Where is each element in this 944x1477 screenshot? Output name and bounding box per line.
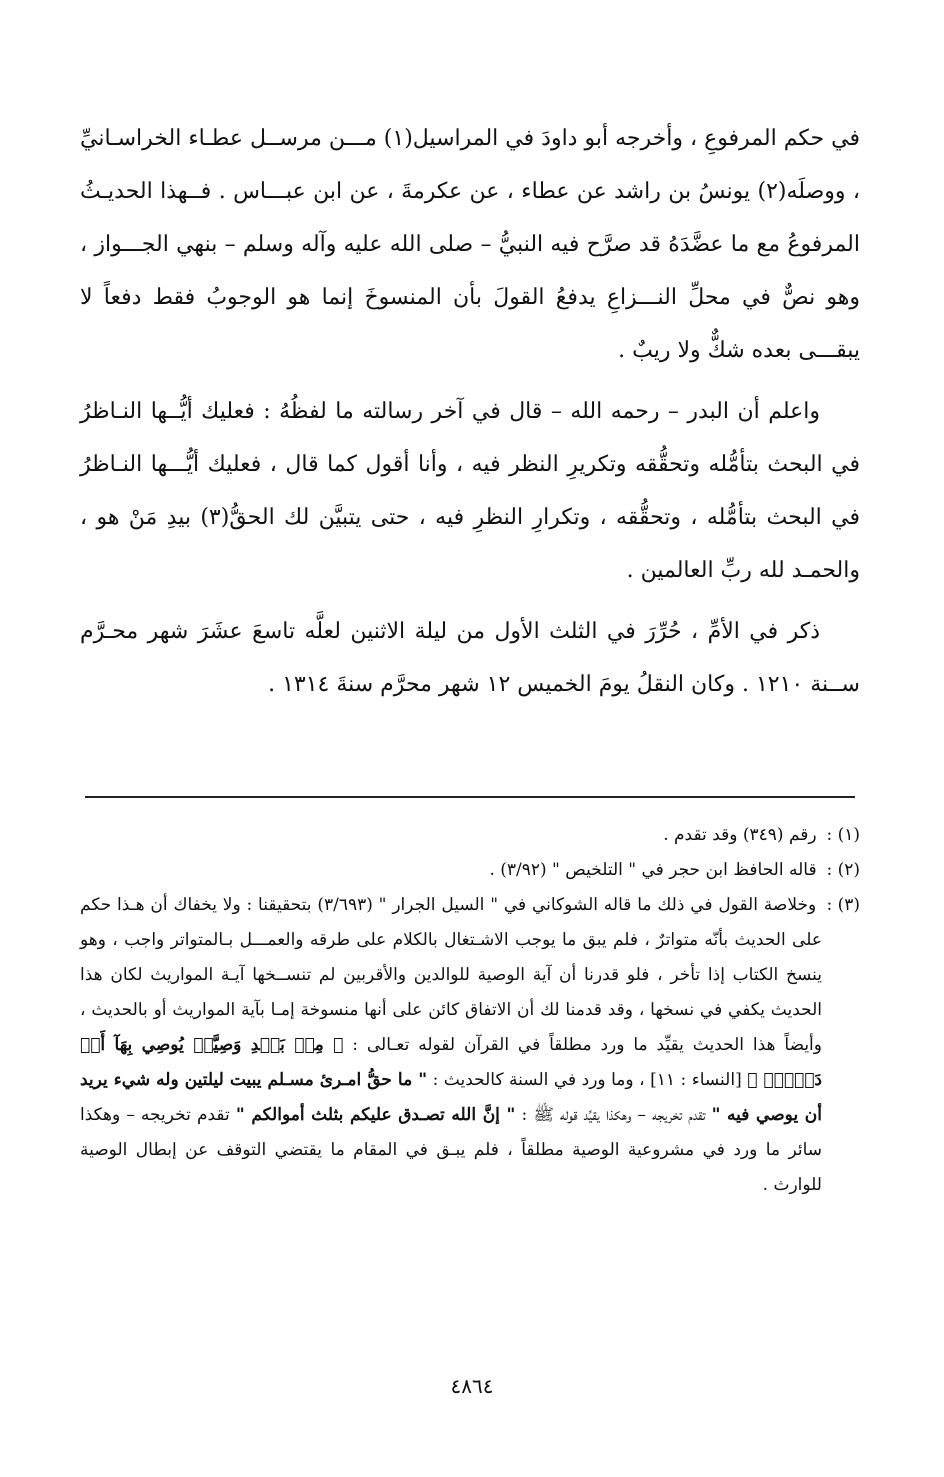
paragraph-3: ذكر في الأمِّ ، حُرِّرَ في الثلث الأول من ليلة الاثنين لعلَّه تاسعَ عشَرَ شهر محـرَّم ســنة ١٢١٠ . وكان النقلُ يومَ الخميس ١٢ شهر محرَّم سنةَ ١٣١٤ . (80, 619, 860, 697)
footnotes (80, 818, 860, 1203)
footnote-2-text: قاله الحافظ ابن حجر في " التلخيص " (٣/٩٢) . (489, 860, 817, 880)
footnote-2 (80, 853, 860, 888)
footnote-3 (80, 888, 860, 1203)
paragraph-2: واعلم أن البدر – رحمه الله – قال في آخر رسالته ما لفظُهُ : فعليك أيُّــها النـاظرُ في البحث بتأمُّله وتحقُّقه وتكريرِ النظر فيه ، وأنا أقول كما قال ، فعليك أيُّـــها النـاظرُ في البحث بتأمُّله ، وتحقُّقه ، وتكرارِ النظرِ فيه ، حتى يتبيَّن لك الحقُّ(٣) بيدِ مَنْ هو ، والحمـد لله ربِّ العالمين . (80, 399, 860, 583)
footnote-1 (80, 818, 860, 853)
page-number: ٤٨٦٤ (450, 1374, 494, 1398)
footnote-3-text-c: تقدم تخريجه – وهكذا يقيِّد قوله ﷺ : (521, 1105, 706, 1125)
hadith-quote-2: " إنَّ الله تصـدق عليكم بثلث أموالكم " (235, 1105, 516, 1125)
hadith-quote-1: " ما حقُّ امـرئ مسـلم يبيت ليلتين وله شيء يريد أن يوصي فيه " (80, 1070, 823, 1125)
footnote-3-text-b: [النساء : ١١] ، وما ورد في السنة كالحديث : (432, 1070, 742, 1090)
footnote-2-number: (٢) : (826, 860, 860, 880)
paragraph-1: في حكم المرفوعِ ، وأخرجه أبو داودَ في المراسيل(١) مـــن مرســل عطـاء الخراسـانيِّ ، ووصلَه(٢) يونسُ بن راشد عن عطاء ، عن عكرمةَ ، عن ابن عبـــاس . فــهذا الحديـثُ المرفوعُ مع ما عضَّدَهُ قد صرَّح فيه النبيُّ – صلى الله عليه وآله وسلم – بنهي الجـــواز ، وهو نصٌّ في محلِّ النـــزاعِ يدفعُ القولَ بأن المنسوخَ إنما هو الوجوبُ فقط دفعاً لا يبقـــى بعده شكٌّ ولا ريبٌ . (80, 126, 860, 363)
main-text (80, 112, 860, 711)
footnote-3-number: (٣) : (826, 895, 861, 915)
footnote-1-text: رقم (٣٤٩) وقد تقدم . (663, 825, 817, 845)
footnote-3-text-a: وخلاصة القول في ذلك ما قاله الشوكاني في " السيل الجرار " (٣/٦٩٣) بتحقيقنا : ولا يخفاك أن هـذا حكم على الحديث بأنّه متواترٌ ، فلم يبق ما يوجب الاشـتغال بالكلام على طرقه والعمـــل بـالمتواتر واجب ، وهو ينسخ الكتاب إذا تأخر ، فلو قدرنا أن آية الوصية للوالدين والأقربين لم تنســخها آيـة المواريث لكان هذا الحديث يكفي في نسخها ، وقد قدمنا لك أن الاتفاق كائن على أنها منسوخة إمـا بآية المواريث أو بالحديث ، وأيضاً هذا الحديث يقيِّد ما ورد مطلقاً في القرآن لقوله تعـالى : (80, 895, 822, 1055)
footnote-separator (85, 796, 855, 798)
footnote-1-number: (١) : (826, 825, 860, 845)
quran-verse: ﴿ مِنۢ بَعۡدِ وَصِيَّةٖ يُوصِي بِهَآ أَوۡ دَيۡنٍۗ ﴾ (80, 1035, 823, 1090)
footnote-3-text-d: تقدم تخريجه – وهكذا سائر ما ورد في مشروعية الوصية مطلقاً ، فلم يبـق في المقام ما يقتضي التوقف عن إبطال الوصية للوارث . (80, 1105, 822, 1195)
